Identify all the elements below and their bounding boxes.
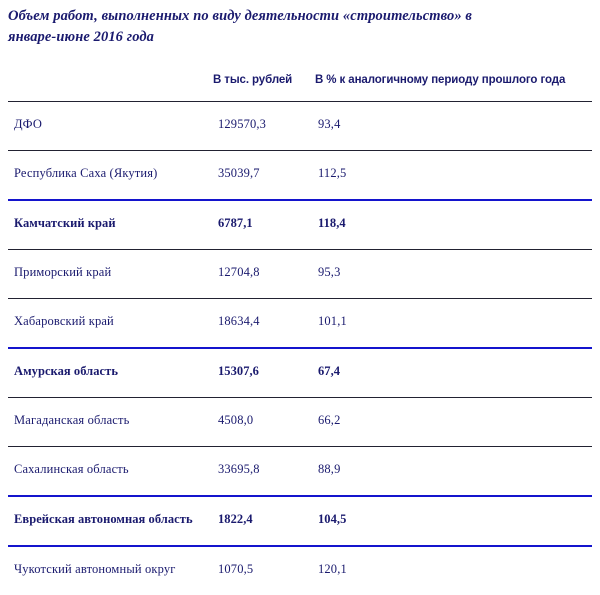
- table-row-cells: [0, 201, 600, 249]
- table-row-cells: [0, 299, 600, 347]
- table-row: [0, 201, 600, 249]
- cell-percent-prev-year: 120,1: [318, 562, 347, 576]
- table-row: [0, 447, 600, 495]
- table-row: [0, 102, 600, 150]
- table-row-cells: [0, 447, 600, 495]
- cell-region-name: Чукотский автономный округ: [14, 562, 176, 576]
- table-row-cells: [0, 349, 600, 397]
- table-row: [0, 250, 600, 298]
- table-row: [0, 547, 600, 595]
- cell-percent-prev-year: 88,9: [318, 462, 341, 476]
- cell-percent-prev-year: 66,2: [318, 413, 341, 427]
- cell-percent-prev-year: 101,1: [318, 314, 347, 328]
- cell-value-thousand-rub: 129570,3: [218, 117, 267, 131]
- column-header-value: В тыс. рублей: [213, 74, 293, 86]
- cell-region-name: Магаданская область: [14, 413, 130, 427]
- cell-value-thousand-rub: 33695,8: [218, 462, 260, 476]
- table-row: [0, 299, 600, 347]
- cell-value-thousand-rub: 1822,4: [218, 512, 253, 526]
- cell-percent-prev-year: 95,3: [318, 265, 341, 279]
- cell-region-name: Хабаровский край: [14, 314, 114, 328]
- cell-value-thousand-rub: 6787,1: [218, 216, 253, 230]
- table-row: [0, 497, 600, 545]
- cell-value-thousand-rub: 1070,5: [218, 562, 254, 576]
- table-row: [0, 151, 600, 199]
- table-row-cells: [0, 102, 600, 150]
- page-title: [8, 6, 583, 48]
- table-row-cells: [0, 250, 600, 298]
- cell-percent-prev-year: 67,4: [318, 364, 341, 378]
- cell-region-name: ДФО: [14, 117, 43, 131]
- table-row: [0, 349, 600, 397]
- page-title-line-2: январе-июне 2016 года: [8, 29, 155, 45]
- cell-region-name: Сахалинская область: [14, 462, 129, 476]
- column-header-percent: В % к аналогичному периоду прошлого года: [315, 74, 566, 86]
- cell-region-name: Республика Саха (Якутия): [14, 166, 158, 180]
- cell-value-thousand-rub: 12704,8: [218, 265, 260, 279]
- data-table: [0, 101, 600, 595]
- cell-percent-prev-year: 112,5: [318, 166, 347, 180]
- table-row-cells: [0, 547, 600, 595]
- cell-region-name: Амурская область: [14, 364, 118, 378]
- table-row-cells: [0, 151, 600, 199]
- cell-value-thousand-rub: 4508,0: [218, 413, 254, 427]
- cell-value-thousand-rub: 15307,6: [218, 364, 259, 378]
- page-title-line-1: Объем работ, выполненных по виду деятельности «строительство» в: [8, 8, 472, 24]
- cell-percent-prev-year: 93,4: [318, 117, 341, 131]
- cell-percent-prev-year: 104,5: [318, 512, 347, 526]
- cell-region-name: Еврейская автономная область: [14, 512, 193, 526]
- table-row-cells: [0, 497, 600, 545]
- cell-value-thousand-rub: 18634,4: [218, 314, 260, 328]
- cell-region-name: Камчатский край: [14, 216, 116, 230]
- table-column-headers: [0, 73, 600, 95]
- table-row: [0, 398, 600, 446]
- cell-percent-prev-year: 118,4: [318, 216, 346, 230]
- cell-value-thousand-rub: 35039,7: [218, 166, 260, 180]
- cell-region-name: Приморский край: [14, 265, 112, 279]
- table-row-cells: [0, 398, 600, 446]
